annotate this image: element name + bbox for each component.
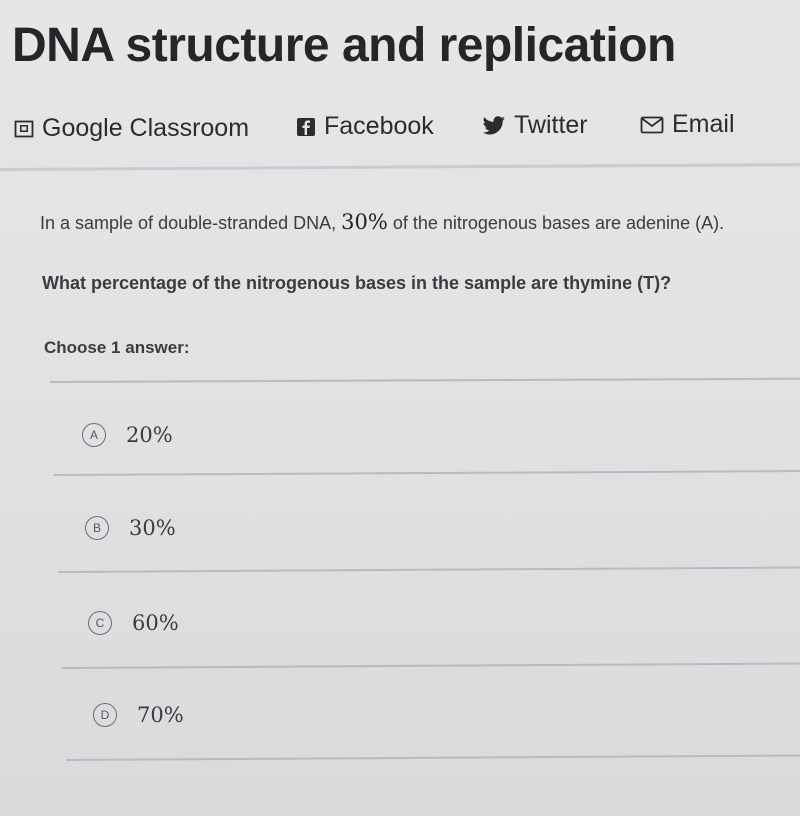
option-divider xyxy=(58,566,800,572)
option-divider xyxy=(66,754,800,760)
question-prompt: What percentage of the nitrogenous bases in the sample are thymine (T)? xyxy=(42,273,672,293)
option-letter-a: A xyxy=(82,423,106,447)
option-value-d: 70% xyxy=(137,703,184,727)
options-top-divider xyxy=(50,378,800,383)
choose-answer-label: Choose 1 answer: xyxy=(44,338,190,357)
answer-option-b[interactable] xyxy=(85,516,176,540)
option-value-b: 30% xyxy=(129,516,176,540)
question-text-after: of the nitrogenous bases are adenine (A). xyxy=(387,213,725,233)
share-twitter-button[interactable] xyxy=(482,111,588,140)
option-letter-c: C xyxy=(88,611,112,635)
answer-option-c[interactable] xyxy=(88,611,179,635)
option-divider xyxy=(54,470,800,475)
answer-option-a[interactable] xyxy=(82,423,173,447)
page-title: DNA structure and replication xyxy=(12,19,676,72)
option-letter-d: D xyxy=(93,703,117,727)
question-text-before: In a sample of double-stranded DNA, xyxy=(40,213,342,233)
share-email-button[interactable] xyxy=(640,110,735,139)
share-facebook-button[interactable] xyxy=(296,112,434,141)
share-google-classroom-label: Google Classroom xyxy=(42,114,250,142)
answer-option-d[interactable] xyxy=(93,703,184,727)
twitter-icon xyxy=(482,116,506,136)
share-email-label: Email xyxy=(672,110,735,138)
share-twitter-label: Twitter xyxy=(514,111,588,139)
option-value-a: 20% xyxy=(126,423,173,447)
share-bar xyxy=(14,108,800,148)
question-text xyxy=(40,210,724,234)
facebook-icon xyxy=(296,117,316,137)
google-classroom-icon xyxy=(14,119,34,139)
email-icon xyxy=(640,116,664,134)
option-letter-b: B xyxy=(85,516,109,540)
question-math: 30% xyxy=(341,210,388,234)
share-facebook-label: Facebook xyxy=(324,112,434,140)
option-divider xyxy=(62,662,800,668)
share-google-classroom-button[interactable] xyxy=(14,114,249,143)
option-value-c: 60% xyxy=(132,611,179,635)
header-divider xyxy=(0,163,800,171)
